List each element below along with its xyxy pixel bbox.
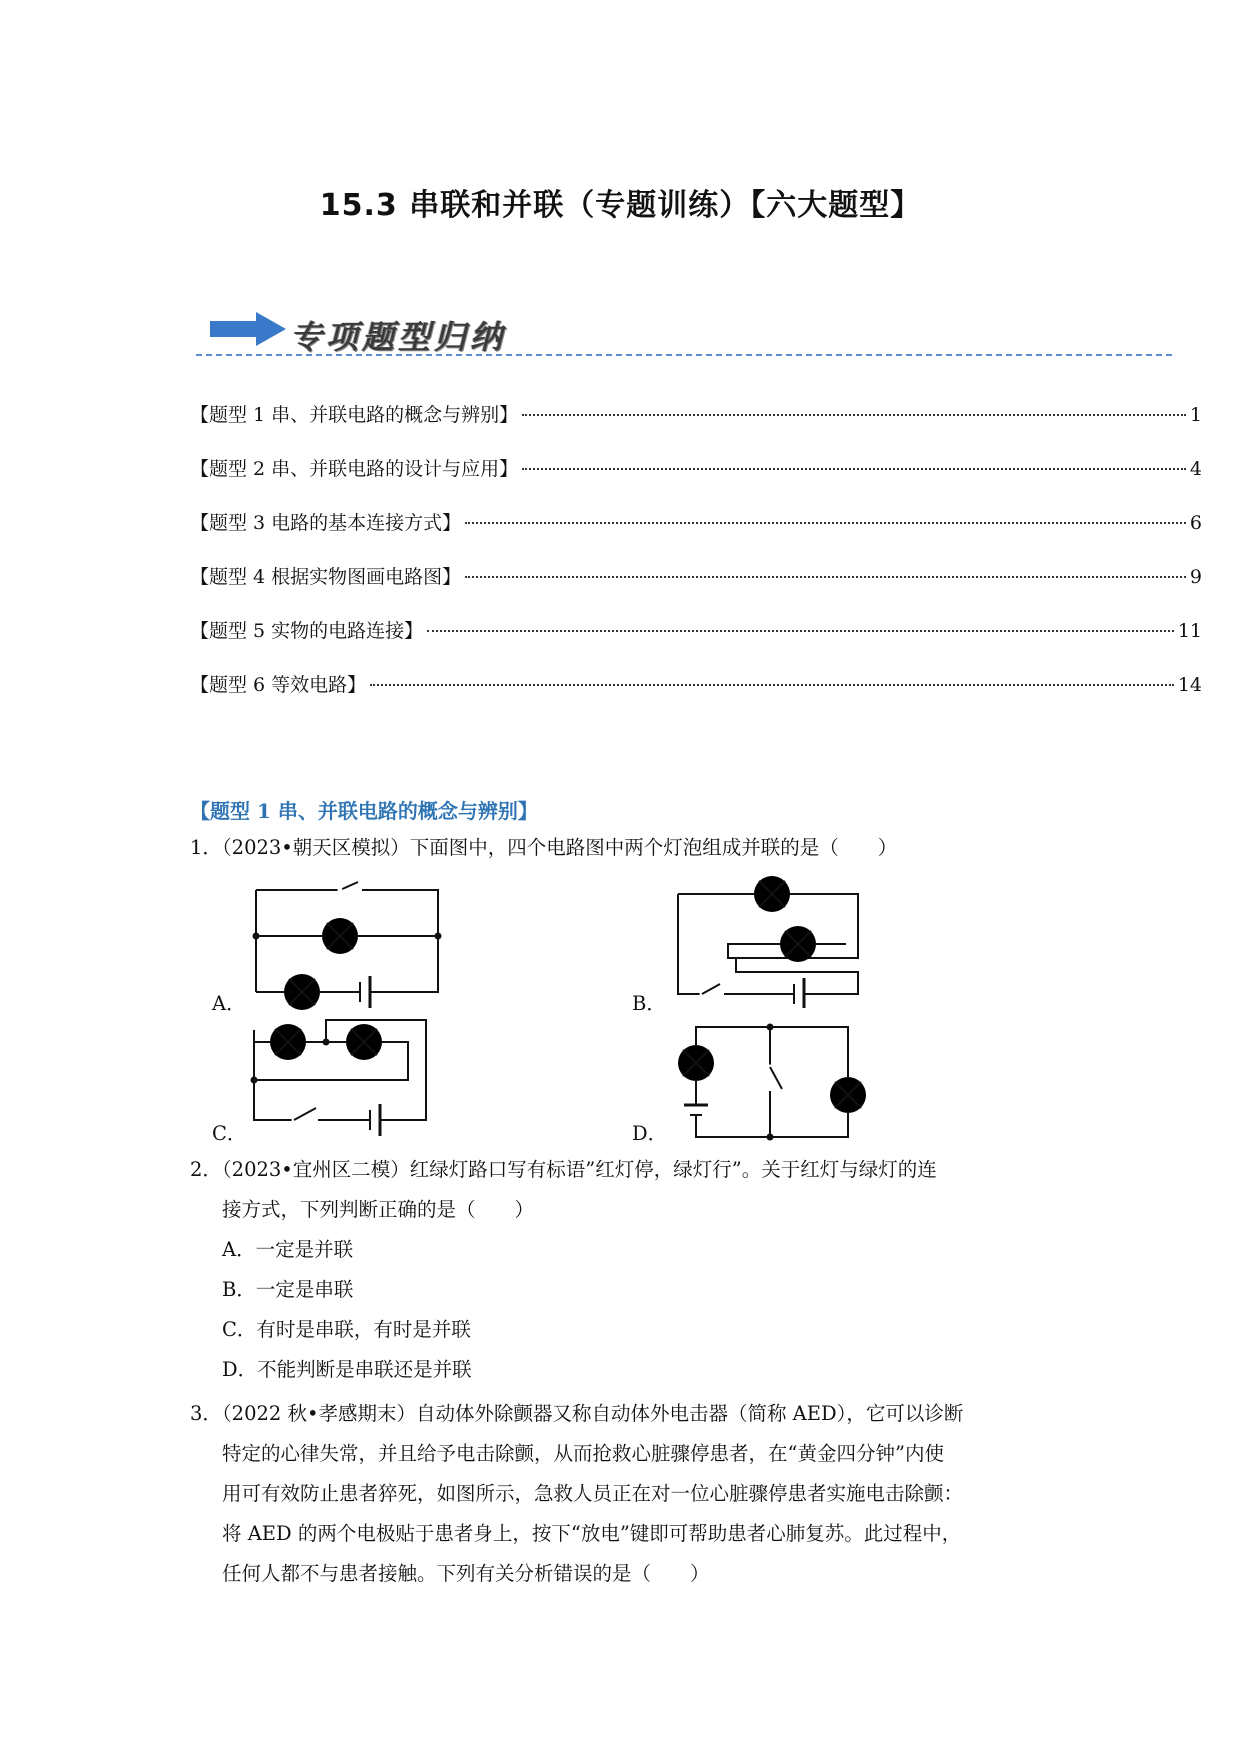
question-1-stem: 1．（2023•朝天区模拟）下面图中，四个电路图中两个灯泡组成并联的是（ ）: [190, 836, 898, 859]
toc-leader: [522, 414, 1186, 416]
question-3-line-4: 将 AED 的两个电极贴于患者身上，按下“放电”键即可帮助患者心肺复苏。此过程中，: [222, 1522, 962, 1545]
question-2-option-b[interactable]: B．一定是串联: [222, 1278, 354, 1301]
toc-item[interactable]: [190, 562, 1202, 592]
divider: [196, 354, 1172, 356]
question-3-line-2: 特定的心律失常，并且给予电击除颤，从而抢救心脏骤停患者，在“黄金四分钟”内使: [222, 1442, 944, 1465]
question-3-line-3: 用可有效防止患者猝死，如图所示，急救人员正在对一位心脏骤停患者实施电击除颤：: [222, 1482, 964, 1505]
toc-leader: [465, 522, 1186, 524]
question-2-line-2: 接方式，下列判断正确的是（ ）: [222, 1198, 535, 1221]
toc-leader: [427, 630, 1174, 632]
toc-leader: [465, 576, 1186, 578]
circuit-diagram-d: [670, 1015, 870, 1155]
toc-item[interactable]: [190, 508, 1202, 538]
toc-item-page: 9: [1189, 566, 1202, 588]
arrow-right-icon: [210, 312, 286, 346]
toc-item-label: 【题型 1 串、并联电路的概念与辨别】: [190, 404, 519, 426]
option-c-label: C．: [212, 1122, 247, 1145]
toc-item-page: 11: [1177, 620, 1202, 642]
option-d-label: D．: [632, 1122, 668, 1145]
toc-leader: [370, 684, 1174, 686]
question-3-line-1: 3．（2022 秋•孝感期末）自动体外除颤器又称自动体外电击器（简称 AED），它可以诊断: [190, 1402, 964, 1425]
page-title: 15.3 串联和并联（专题训练）【六大题型】: [319, 188, 922, 223]
circuit-diagram-b: [670, 868, 870, 1008]
question-3-stem: [190, 1394, 1090, 1594]
question-3-line-5: 任何人都不与患者接触。下列有关分析错误的是（ ）: [222, 1562, 710, 1585]
toc-item[interactable]: [190, 670, 1202, 700]
question-2-stem: [190, 1150, 1090, 1390]
question-2-option-c[interactable]: C．有时是串联，有时是并联: [222, 1318, 471, 1341]
toc-item-label: 【题型 6 等效电路】: [190, 674, 367, 696]
option-a-label: A．: [212, 992, 246, 1015]
toc-item-page: 6: [1189, 512, 1202, 534]
question-2-line-1: 2．（2023•宜州区二模）红绿灯路口写有标语”红灯停，绿灯行”。关于红灯与绿灯的连: [190, 1158, 937, 1181]
toc-item[interactable]: [190, 616, 1202, 646]
toc-item-label: 【题型 2 串、并联电路的设计与应用】: [190, 458, 519, 480]
question-2-option-a[interactable]: A．一定是并联: [222, 1238, 354, 1261]
banner-title: 专项题型归纳: [290, 318, 507, 356]
toc-item-label: 【题型 5 实物的电路连接】: [190, 620, 424, 642]
toc-item-label: 【题型 3 电路的基本连接方式】: [190, 512, 462, 534]
toc-item-label: 【题型 4 根据实物图画电路图】: [190, 566, 462, 588]
section-heading: 【题型 1 串、并联电路的概念与辨别】: [190, 799, 538, 823]
option-b-label: B．: [632, 992, 666, 1015]
toc-item-page: 4: [1189, 458, 1202, 480]
toc-item[interactable]: [190, 454, 1202, 484]
toc-item-page: 1: [1189, 404, 1202, 426]
circuit-diagram-c: [246, 1010, 446, 1145]
toc-leader: [522, 468, 1186, 470]
circuit-diagram-a: [250, 880, 450, 1015]
toc-item-page: 14: [1177, 674, 1202, 696]
toc-item[interactable]: [190, 400, 1202, 430]
question-2-option-d[interactable]: D．不能判断是串联还是并联: [222, 1358, 472, 1381]
